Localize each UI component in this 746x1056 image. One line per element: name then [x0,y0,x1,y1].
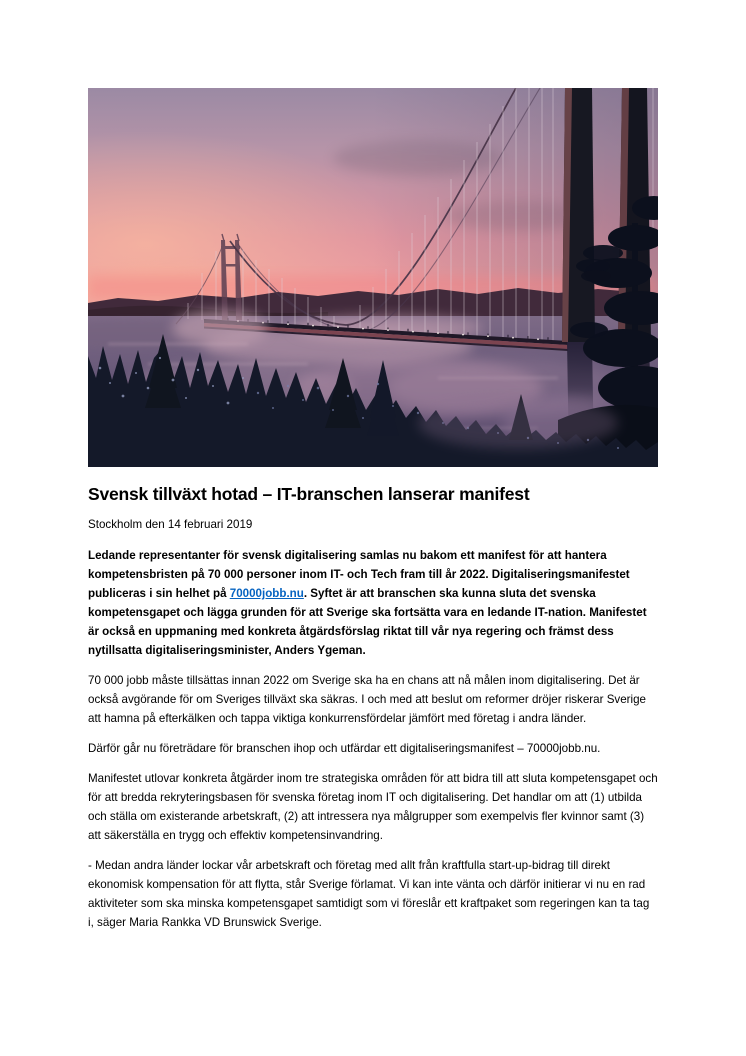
headline: Svensk tillväxt hotad – IT-branschen lanserar manifest [88,484,530,504]
bridge-dusk-illustration [88,88,658,467]
lead-text-after-link: . Syftet är att branschen ska kunna sluta det svenska kompetensgapet och lägga grunden för att Sverige ska fortsätta vara en ledande IT-nation. Manifestet är också en uppmaning med konkreta åtgärdsförslag riktat till vår nya regering och främst dess nytillsatta digitaliseringsminister, Anders Ygeman. [88,587,647,657]
lead-paragraph [88,546,658,660]
body-paragraph: - Medan andra länder lockar vår arbetskraft och företag med allt från kraftfulla start-up-bidrag till direkt ekonomisk kompensation för att flytta, står Sverige förlamat. Vi kan inte vänta och därför initierar vi nu en rad aktiviteter som ska minska kompetensgapet samtidigt som vi föreslår ett kraftpaket som regeringen kan ta tag i, säger Maria Rankka VD Brunswick Sverige. [88,859,650,929]
lead-text-before-link: Ledande representanter för svensk digitalisering samlas nu bakom ett manifest för att hantera kompetensbristen på 70 000 personer inom IT- och Tech fram till år 2022. Digitaliseringsmanifestet publiceras i sin helhet på [88,549,630,600]
body-paragraph: Därför går nu företrädare för branschen ihop och utfärdar ett digitaliseringsmanifest – 70000jobb.nu. [88,742,601,755]
manifest-link[interactable]: 70000jobb.nu [229,587,304,600]
dateline: Stockholm den 14 februari 2019 [88,518,253,531]
body-paragraph: 70 000 jobb måste tillsättas innan 2022 om Sverige ska ha en chans att nå målen inom digitalisering. Det är också avgörande för om Sveriges tillväxt ska säkras. I och med att beslut om reformer dröjer riskerar Sverige att hamna på efterkälken och tappa viktiga konkurrensfördelar jämfört med företag i andra länder. [88,674,647,725]
body-paragraph: Manifestet utlovar konkreta åtgärder inom tre strategiska områden för att bidra till att sluta kompetensgapet och för att bredda rekryteringsbasen för svenska företag inom IT och digitalisering. Det handlar om att (1) utbilda och ställa om existerande arbetskraft, (2) att intressera nya målgrupper som exempelvis fler kvinnor samt (3) att säkerställa en trygg och effektiv kompetensinvandring. [88,772,658,842]
hero-image [88,88,658,467]
